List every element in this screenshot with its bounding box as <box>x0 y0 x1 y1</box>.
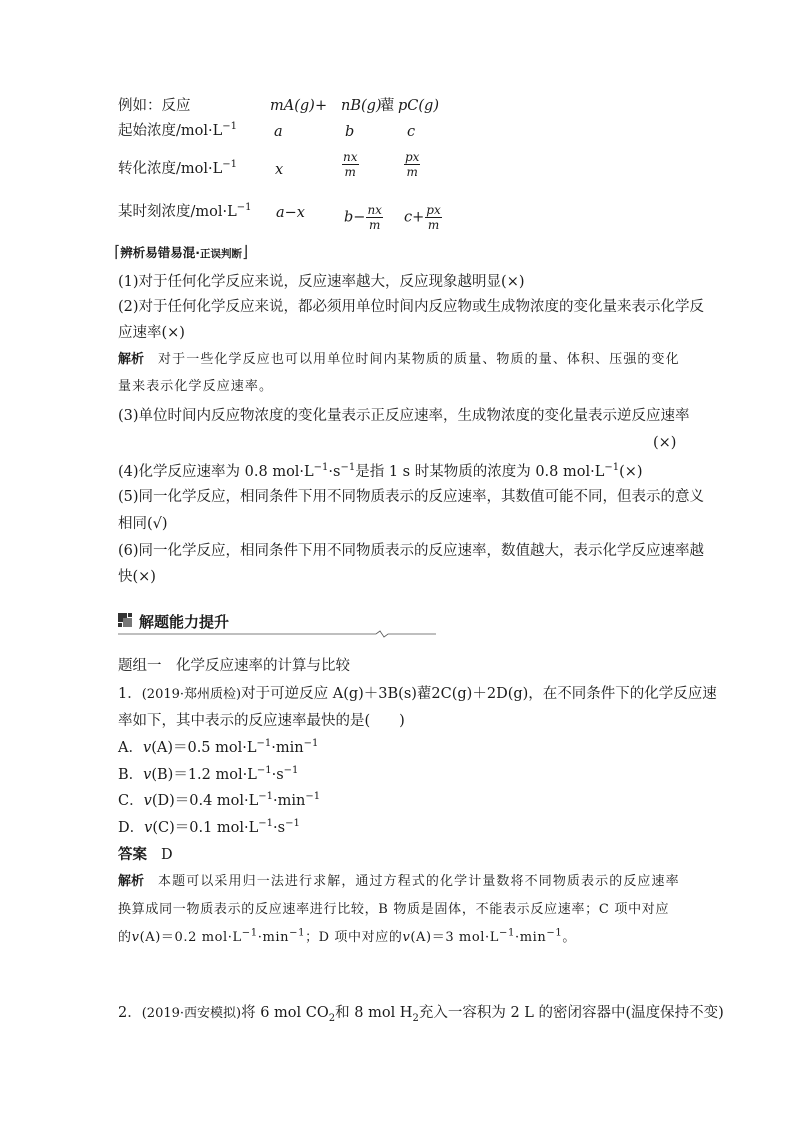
section-underline <box>118 630 438 638</box>
row-change-frac-px: $\frac{px}{m}$ <box>405 150 420 179</box>
eq-arrow-glyph: 藋 <box>380 98 395 114</box>
row-change-frac-nx: $\frac{nx}{m}$ <box>343 150 358 179</box>
row-initial-label: 起始浓度$/mol\cdot L^{-1}$ <box>118 121 237 139</box>
question-1-option-d[interactable]: D．v(C)＝0.1 $mol\cdot L^{-1}\cdot s^{-1}$ <box>118 818 300 836</box>
judgment-2-line1: (2)对于任何化学反应来说，都必须用单位时间内反应物或生成物浓度的变化量来表示化学反 <box>118 299 705 315</box>
group-1-title: 题组一 化学反应速率的计算与比较 <box>118 658 350 674</box>
row-change-label: 转化浓度$/mol\cdot L^{-1}$ <box>118 159 237 177</box>
explanation-label: 解析 <box>118 352 145 367</box>
judgment-5-line1: (5)同一化学反应，相同条件下用不同物质表示的反应速率，其数值可能不同，但表示的意义 <box>118 489 705 505</box>
judgment-2-explanation-line1: 解析 对于一些化学反应也可以用单位时间内某物质的质量、物质的量、体积、压强的变化 <box>118 352 680 367</box>
eq-reactant-a: mA(g) <box>270 98 315 114</box>
question-1-option-c[interactable]: C．v(D)＝0.4 $mol\cdot L^{-1}\cdot\min^{-1}$ <box>118 791 321 809</box>
judgment-2-explanation-line2: 量来表示化学反应速率。 <box>118 379 274 394</box>
section-title: 解题能力提升 <box>139 613 230 631</box>
judgment-6-line2: 快(×) <box>118 569 156 585</box>
question-1-explanation-line1: 解析 本题可以采用归一法进行求解，通过方程式的化学计量数将不同物质表示的反应速率 <box>118 874 680 889</box>
question-1-answer <box>118 845 173 865</box>
row-change-x: x <box>275 162 284 178</box>
judgment-3-line1: (3)单位时间内反应物浓度的变化量表示正反应速率，生成物浓度的变化量表示逆反应速率 <box>118 408 690 424</box>
row-moment-label: 某时刻浓度$/mol\cdot L^{-1}$ <box>118 202 252 220</box>
row-initial-c: c <box>407 124 416 140</box>
question-1-stem-line1: 1．(2019·郑州质检)对于可逆反应 A(g)＋3B(s)藋2C(g)＋2D(g)，在不同条件下的化学反应速 <box>118 686 717 702</box>
tag-close-bracket: ⌋ <box>242 242 249 261</box>
judgment-4: (4)化学反应速率为 0.8 $mol\cdot L^{-1}\cdot s^{-1}$是指 1 s 时某物质的浓度为 0.8 $mol\cdot L^{-1}(\times)$ <box>118 462 643 480</box>
question-1-option-a[interactable]: A．v(A)＝0.5 $mol\cdot L^{-1}\cdot\min^{-1}$ <box>118 738 319 756</box>
equilibrium-arrow-glyph: 藋 <box>416 686 432 702</box>
row-moment-a-x: a−x <box>276 205 305 221</box>
question-1-explanation-line3: 的v(A)＝0.2 $mol\cdot L^{-1}\cdot\min^{-1}$；D 项中对应的v(A)＝3 $mol\cdot L^{-1}\cdot\min^{-1}$。 <box>118 927 576 945</box>
explanation-label: 解析 <box>118 874 145 889</box>
example-label: 例如：反应 <box>118 98 191 114</box>
judgment-5-line2: 相同(√) <box>118 516 168 532</box>
question-1-explanation-line2: 换算成同一物质表示的反应速率进行比较，B 物质是固体，不能表示反应速率；C 项中对应 <box>118 902 670 917</box>
row-moment-b: b− $\frac{nx}{m}$ <box>344 203 382 232</box>
judgment-2-line2: 应速率(×) <box>118 325 185 341</box>
judgment-6-line1: (6)同一化学反应，相同条件下用不同物质表示的反应速率，数值越大，表示化学反应速率越 <box>118 543 705 559</box>
question-1-source: (2019·郑州质检) <box>141 687 242 702</box>
question-1-option-b[interactable]: B．v(B)＝1.2 $mol\cdot L^{-1}\cdot s^{-1}$ <box>118 765 299 783</box>
section-square-icon <box>118 613 132 627</box>
question-2-stem-line1: 2．(2019·西安模拟)将 6 mol $CO_2$和 8 mol $H_2$充入一容积为 2 L 的密闭容器中(温度保持不变) <box>118 1005 724 1024</box>
row-moment-c: c+ $\frac{px}{m}$ <box>404 203 441 232</box>
row-initial-b: b <box>345 124 355 140</box>
question-1-stem-line2: 率如下，其中表示的反应速率最快的是( ) <box>118 713 405 729</box>
row-initial-a: a <box>274 124 283 140</box>
judgment-tag: ⌈辨析易错易混·正误判断⌋ <box>114 242 249 261</box>
question-2-source: (2019·西安模拟) <box>141 1006 242 1021</box>
judgment-1: (1)对于任何化学反应来说，反应速率越大，反应现象越明显(×) <box>118 274 525 290</box>
eq-product-c: pC(g) <box>398 98 439 114</box>
eq-plus: + <box>315 98 328 114</box>
answer-label: 答案 <box>118 847 147 863</box>
judgment-3-mark: (×) <box>653 435 677 451</box>
answer-value: D <box>161 847 173 863</box>
eq-reactant-b: nB(g) <box>341 98 382 114</box>
tag-open-bracket: ⌈ <box>114 242 121 261</box>
